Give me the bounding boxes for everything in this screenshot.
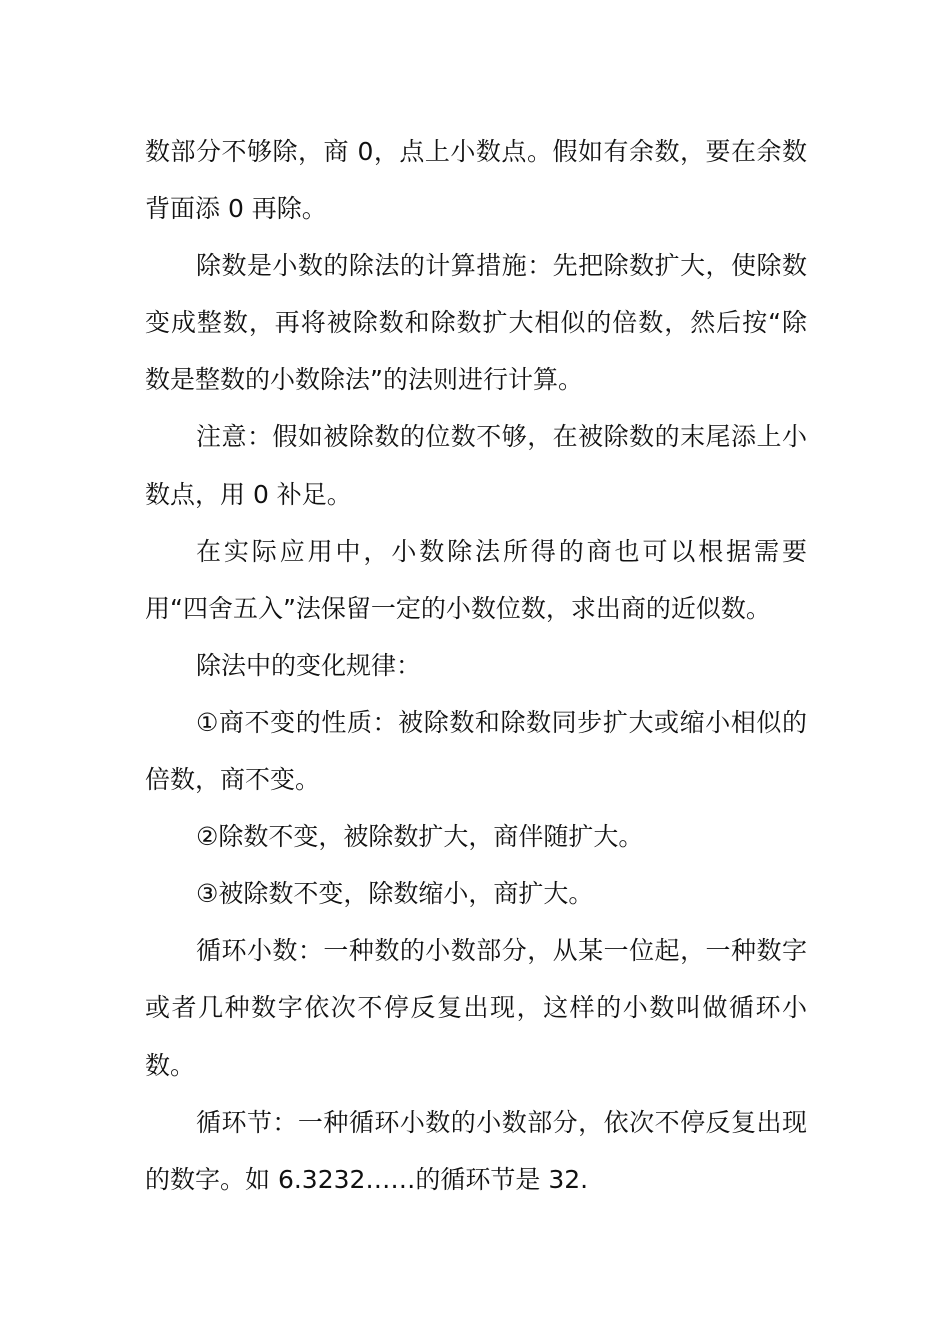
paragraph-rounding: 在实际应用中，小数除法所得的商也可以根据需要用“四舍五入”法保留一定的小数位数，求出商的近似数。 <box>145 536 807 623</box>
paragraph-rule-2: ②除数不变，被除数扩大，商伴随扩大。 <box>196 822 644 852</box>
paragraph-continuation: 数部分不够除，商 0，点上小数点。假如有余数，要在余数背面添 0 再除。 <box>145 137 807 224</box>
paragraph-division-rules-heading: 除法中的变化规律： <box>196 650 422 680</box>
paragraph-repetend: 循环节：一种循环小数的小数部分，依次不停反复出现的数字。如 6.3232……的循环节是 32. <box>145 1107 807 1194</box>
paragraph-repeating-decimal: 循环小数：一种数的小数部分，从某一位起，一种数字或者几种数字依次不停反复出现，这样的小数叫做循环小数。 <box>145 936 807 1080</box>
paragraph-rule-3: ③被除数不变，除数缩小，商扩大。 <box>196 879 594 909</box>
paragraph-rule-1: ①商不变的性质：被除数和除数同步扩大或缩小相似的倍数，商不变。 <box>145 707 807 795</box>
paragraph-note: 注意：假如被除数的位数不够，在被除数的末尾添上小数点，用 0 补足。 <box>145 422 807 509</box>
document-body <box>145 123 807 1208</box>
paragraph-decimal-divisor-method: 除数是小数的除法的计算措施：先把除数扩大，使除数变成整数，再将被除数和除数扩大相似的倍数，然后按“除数是整数的小数除法”的法则进行计算。 <box>145 251 807 395</box>
